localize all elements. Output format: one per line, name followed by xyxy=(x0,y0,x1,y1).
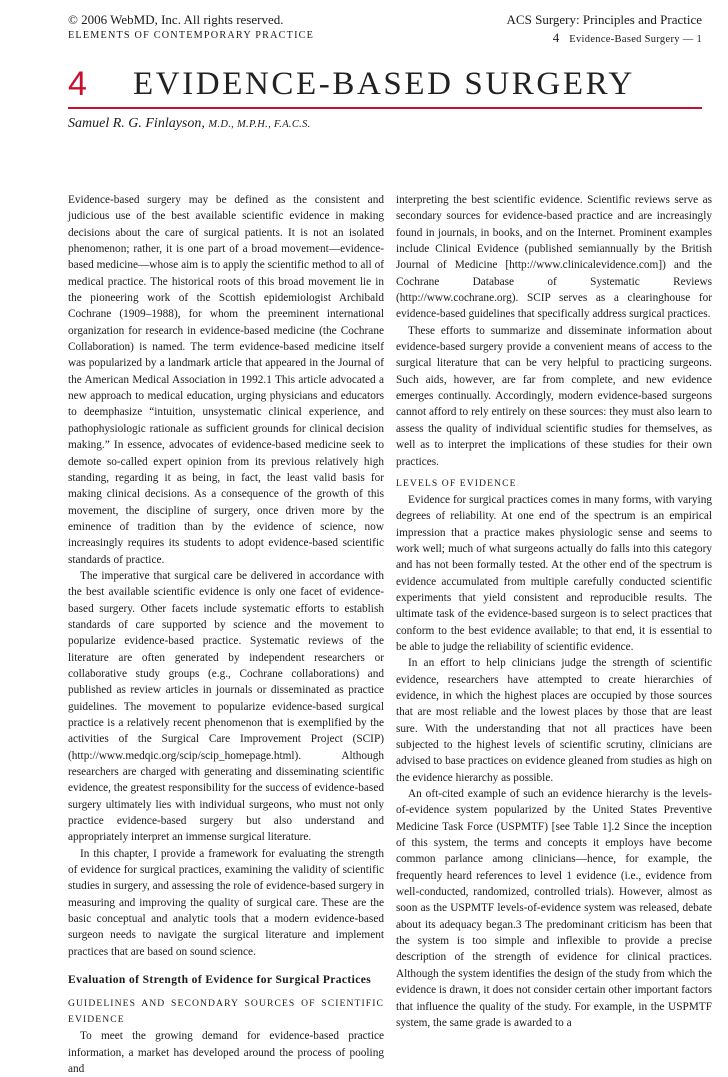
body-paragraph: These efforts to summarize and disseminate information about evidence-based surgery provide a convenient means of access to the surgical literature that can be very helpful to practicing surgeons. Such aids, however, are far from complete, and new evidence emerges continually. Accordingly, modern evidence-based surgeons cannot afford to rely entirely on these sources: they must also learn to assess the quality of individual scientific studies for themselves, as well as to interpret the implications of these studies for their own practices. xyxy=(396,324,712,468)
chapter-number: 4 xyxy=(68,65,87,103)
right-column xyxy=(396,192,712,1031)
subsection-heading: GUIDELINES AND SECONDARY SOURCES OF SCIENTIFIC EVIDENCE xyxy=(68,998,384,1026)
body-paragraph: Evidence-based surgery may be defined as the consistent and judicious use of the best available scientific evidence in making decisions about the care of surgical patients. It is not an isolated phenomenon; rather, it is one part of a broad movement—evidence-based medicine—whose aim is to apply the scientific method to all of medical practice. The historical roots of this broad movement lie in the pioneering work of the Scottish epidemiologist Archibald Cochrane (1909–1988), for whom the preeminent international organization for research in evidence-based medicine (the Cochrane Collaboration) is named. The term evidence-based medicine itself was popularized by a landmark article that appeared in the Journal of the American Medical Association in 1992.1 This article advocated a new approach to medical education, urging physicians and educators to deemphasize “intuition, unsystematic clinical experience, and pathophysiologic rationale as sufficient grounds for clinical decision making.” In essence, advocates of evidence-based medicine seek to demote so-called expert opinion from its previous relatively high standing, regarding it as being, in fact, the least valid basis for making clinical decisions. As a consequence of the growth of this movement, the discipline of surgery, once driven more by the eminence of tradition than by the evidence of science, now increasingly requires its students to adopt evidence-based scientific standards of practice. xyxy=(68,194,384,566)
section-label: ELEMENTS OF CONTEMPORARY PRACTICE xyxy=(68,30,315,41)
author-credentials: M.D., M.P.H., F.A.C.S. xyxy=(208,119,311,130)
running-title-group xyxy=(553,30,702,46)
body-paragraph: The imperative that surgical care be delivered in accordance with the best available scientific evidence is only one facet of evidence-based surgery. Other facets include systematic efforts to establish standards of care supported by science and the movement to popularize evidence-based practice. Systematic reviews of the literature are often generated by independent researchers or collaborative study groups (e.g., Cochrane collaborations) and published as review articles in journals or disseminated as practice guidelines. The movement to popularize evidence-based surgical practice is a relatively recent phenomenon that is exemplified by the activities of the Surgical Care Improvement Project (SCIP) (http://www.medqic.org/scip/scip_homepage.html). Although researchers are charged with generating and disseminating scientific evidence, the greatest responsibility for the success of evidence-based surgery ultimately lies with individual surgeons, who must not only practice evidence-based surgery but also understand and appropriately interpret an immense surgical literature. xyxy=(68,569,384,844)
book-title: ACS Surgery: Principles and Practice xyxy=(506,12,702,27)
author-line xyxy=(68,116,311,132)
body-paragraph: To meet the growing demand for evidence-based practice information, a market has developed around the process of pooling and xyxy=(68,1030,384,1075)
body-paragraph: Evidence for surgical practices comes in many forms, with varying degrees of reliability. At one end of the spectrum is an empirical impression that a practice makes physiologic sense and seems to work well; much of what surgeons actually do falls into this category and has not been formally tested. At the other end of the spectrum is evidence accumulated from multiple carefully conducted scientific experiments that yield consistent and reproducible results. The ultimate task of the evidence-based surgeon is to select practices that conform to the best evidence available; to that end, it is essential to be able to judge the reliability of scientific evidence. xyxy=(396,493,712,653)
running-header-bottom xyxy=(68,30,702,46)
body-paragraph: In this chapter, I provide a framework for evaluating the strength of evidence for surgical practices, examining the validity of scientific studies in surgery, and assessing the role of evidence-based surgery in measuring and improving the quality of surgical care. These are the basic conceptual and analytic tools that a modern evidence-based surgeon needs to navigate the surgical literature and implement practices that are based on sound science. xyxy=(68,847,384,958)
chapter-heading xyxy=(68,64,702,106)
chapter-title: EVIDENCE-BASED SURGERY xyxy=(133,66,635,102)
running-title: Evidence-Based Surgery — 1 xyxy=(569,34,702,45)
body-paragraph: An oft-cited example of such an evidence hierarchy is the levels-of-evidence system popularized by the United States Preventive Medicine Task Force (USPMTF) [see Table 1].2 Since the inception of this system, the terms and concepts it employs have become common parlance among clinicians—hence, for example, the frequently heard references to level 1 evidence (i.e., evidence from well-conducted, randomized, controlled trials). However, almost as soon as the USPMTF levels-of-evidence system was released, debate about its adequacy began.3 The predominant criticism has been that the system is too simple and inflexible to provide a precise description of the strength of evidence for clinical practices. Although the system identifies the design of the study from which the evidence is drawn, it does not consider certain other important factors that influence the quality of the study. For example, in the USPMTF system, the same grade is awarded to a xyxy=(396,788,712,1029)
title-rule xyxy=(68,107,702,109)
section-heading: Evaluation of Strength of Evidence for Surgical Practices xyxy=(68,974,372,987)
author-name: Samuel R. G. Finlayson, xyxy=(68,116,205,131)
body-paragraph: interpreting the best scientific evidence. Scientific reviews serve as secondary sources for evidence-based practice and are increasingly found in journals, in books, and on the Internet. Prominent examples include Clinical Evidence (published semiannually by the British Journal of Medicine [http://www.clinicalevidence.com]) and the Cochrane Database of Systematic Reviews (http://www.cochrane.org). SCIP serves as a clearinghouse for evidence-based guidelines that specifically address surgical practices. xyxy=(396,194,712,321)
subsection-heading: LEVELS OF EVIDENCE xyxy=(396,477,517,489)
chapter-number-small: 4 xyxy=(552,30,560,45)
copyright-notice: © 2006 WebMD, Inc. All rights reserved. xyxy=(68,12,284,27)
left-column xyxy=(68,192,384,1077)
running-header-top xyxy=(68,12,702,30)
body-paragraph: In an effort to help clinicians judge the strength of scientific evidence, researchers have attempted to create hierarchies of evidence, in which the highest places are occupied by those sources that are most reliable and the lowest places by those that are least sure. With the understanding that not all practices have been subjected to the highest levels of scientific scrutiny, clinicians are advised to base practices on evidence gleaned from studies as high on the evidence hierarchy as possible. xyxy=(396,657,712,784)
